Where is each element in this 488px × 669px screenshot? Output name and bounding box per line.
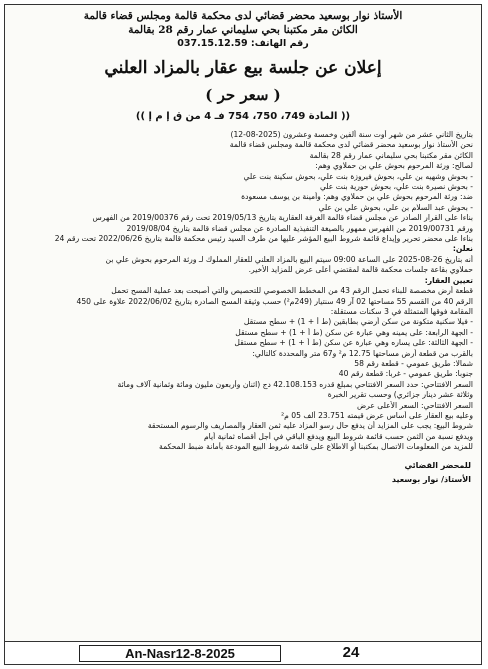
- body-line: حملاوي بقاعة جلسات محكمة قالمة لمقتضي أعلى عرض للمزايد الأخير.: [248, 265, 473, 275]
- body-line: شمالا: طريق عمومي - قطعة رقم 58: [354, 358, 473, 368]
- body-line: وثلاثة عشر دينار جزائري) وحسب تقرير الخبرة: [327, 390, 473, 400]
- body-line: للمزيد من المعلومات الاتصال بمكتبنا أو الاطلاع على قائمة شروط البيع المودعة بأمانة ضبط المحكمة: [159, 442, 473, 452]
- body-line: - بحوش نصيرة بنت علي، بحوش حورية بنت علي: [319, 182, 473, 192]
- notice-body: [5, 124, 481, 453]
- body-line: - الجهة الرابعة: على يمينه وهي عبارة عن سكن (ط أ + 1) + سطح مستقل: [235, 327, 473, 337]
- header-line-2: الكائن مقر مكتبنا بحي سليماني عمار رقم 28 بقالمة: [128, 24, 358, 36]
- signature-name: الأستاذ/ نوار بوسعيد: [391, 474, 471, 484]
- body-line: بناءا على محضر تحرير وإيداع قائمة شروط البيع المؤشر عليها من طرف السيد رئيس محكمة قالمة بتاريخ 2022/06/26 تحت رقم 24: [54, 234, 473, 244]
- body-line: الرقم 40 من القسم 55 مساحتها 02 آر 49 سنتيار (249م²) حسب وثيقة المسح الصادرة بتاريخ 2022/06/02 علاوة على 450: [76, 296, 473, 306]
- notice-subtitle: ( سعر حر ): [205, 86, 281, 104]
- body-line: بناءا على القرار الصادر عن مجلس قضاء قالمة الغرفة العقارية بتاريخ 2019/05/13 تحت رقم 2019/00376 من الفهرس: [92, 213, 473, 223]
- body-line: تعيين العقار:: [424, 275, 473, 285]
- body-line: نعلن:: [452, 244, 473, 254]
- body-line: قطعة أرض مخصصة للبناء تحمل الرقم 43 من المخطط الخصوصي للتحصيص والتي أصبحت بعد عملية المسح تحمل: [111, 286, 473, 296]
- header-line-1: الأستاذ نوار بوسعيد محضر قضائي لدى محكمة قالمة ومجلس قضاء قالمة: [83, 10, 403, 22]
- body-line: - فيلا سكنية متكونة من سكن أرضي بطابقين (ط أ + 1) + سطح مستقل: [243, 317, 473, 327]
- body-line: ورقم 2019/00731 من الفهرس ممهور بالصيغة التنفيذية الصادرة عن مجلس قضاء قالمة بتاريخ 2019/08/04: [126, 223, 473, 233]
- legal-notice-page: [4, 4, 482, 665]
- body-line: بتاريخ الثاني عشر من شهر أوت سنة ألفين وخمسة وعشرون (2025-08-12): [230, 130, 473, 139]
- body-line: وعليه بيع العقار على أساس عرض قيمته 23.751 ألف 05 م²: [281, 410, 473, 420]
- page-number: 24: [342, 644, 360, 661]
- body-line: أنه بتاريخ 26-08-2025 على الساعة 09:00 سيتم البيع بالمزاد العلني للعقار المملوك لـ ورثة المرحوم بحوش علي بن: [105, 254, 473, 264]
- notice-header: [5, 5, 481, 50]
- page-footer: [5, 641, 481, 664]
- body-line: - الجهة الثالثة: على يساره وهي عبارة عن سكن (ط أ + 1) + سطح مستقل: [234, 338, 473, 348]
- body-line: السعر الافتتاحي: السعر الأعلى عرض: [356, 400, 473, 410]
- body-line: ويدفع نسبة من الثمن حسب قائمة شروط البيع ويدفع الباقي في أجل أقصاه ثمانية أيام: [203, 431, 473, 441]
- body-line: ضد: ورثة المرحوم بحوش علي بن حملاوي وهم: وأمينة بن يوسف مسعودة: [241, 192, 473, 202]
- header-phone: رقم الهاتف: 037.15.12.59: [177, 38, 309, 49]
- body-line: لصالح: ورثة المرحوم بحوش علي بن حملاوي وهم:: [315, 161, 473, 171]
- body-line: الكائن مقر مكتبنا بحي سليماني عمار رقم 28 بقالمة: [309, 150, 473, 160]
- body-line: نحن الأستاذ نوار بوسعيد محضر قضائي لدى محكمة قالمة ومجلس قضاء قالمة: [229, 140, 473, 150]
- legal-article-reference: (( المادة 749، 750، 754 فـ 4 من ق إ م إ )): [135, 111, 351, 122]
- body-line: شروط البيع: يجب على المزايد أن يدفع حال رسو المزاد عليه ثمن العقار والمصاريف والرسوم المستحقة: [147, 421, 473, 431]
- body-line: السعر الافتتاحي: حدد السعر الافتتاحي بمبلغ قدره 42.108.153 دج (اثنان وأربعون مليون ومائة وثمانية آلاف ومائة: [117, 379, 473, 389]
- notice-title: إعلان عن جلسة بيع عقار بالمزاد العلني: [104, 58, 382, 78]
- body-line: - بحوش عبد السلام بن علي، بحوش علي بن علي: [318, 202, 473, 212]
- body-line: المقامة فوقها المتمثلة في 3 سكنات مستقلة:: [330, 306, 473, 316]
- body-line: جنوبا: طريق عمومي - غربا: قطعة رقم 40: [338, 369, 473, 379]
- signature-label: للمحضر القضائي: [404, 460, 471, 470]
- body-line: - بحوش وشهيه بن علي، بحوش فيروزة بنت علي، بحوش سكينة بنت علي: [243, 171, 473, 181]
- newspaper-issue: An-Nasr12-8-2025: [79, 645, 281, 662]
- signature-block: [5, 459, 481, 487]
- body-line: بالقرب من قطعة أرض مساحتها 12.75 م² و67 متر والمحددة كالتالي:: [252, 348, 473, 358]
